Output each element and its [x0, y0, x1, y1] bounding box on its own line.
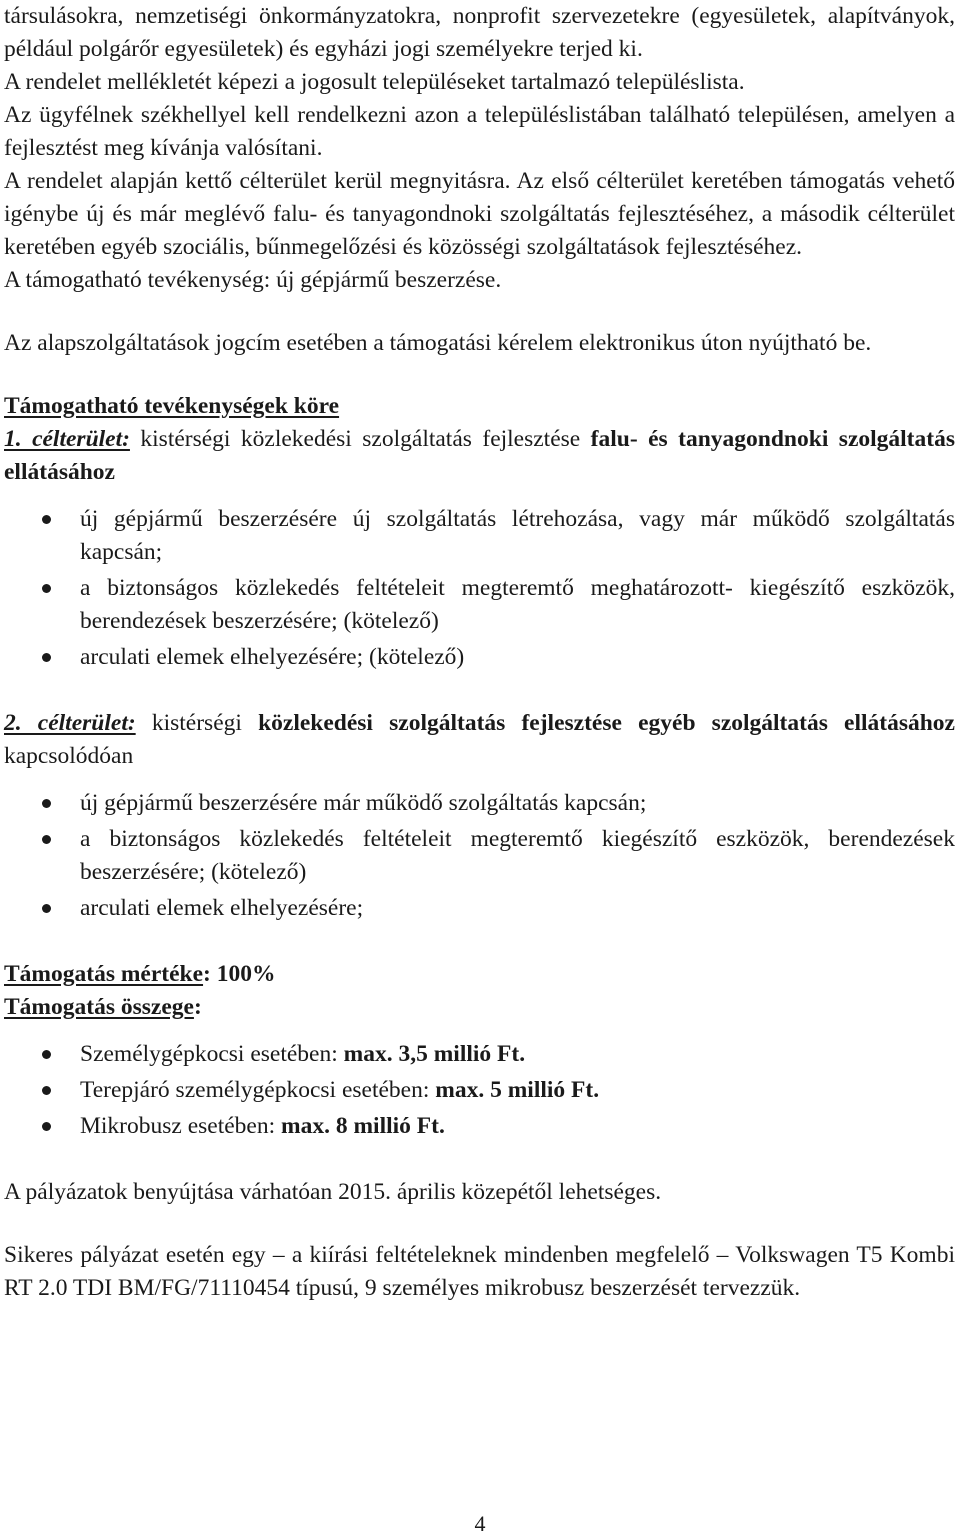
intro-paragraph-2: A rendelet mellékletét képezi a jogosult településeket tartalmazó településlista.: [4, 69, 745, 95]
spacer: [4, 928, 955, 958]
bullet-icon: [42, 1086, 51, 1095]
spacer: [4, 1209, 955, 1239]
spacer: [4, 297, 955, 327]
support-amount-label: Támogatás összege: [4, 994, 194, 1020]
spacer: [4, 1024, 955, 1038]
list-item: arculati elemek elhelyezésére; (kötelező): [4, 641, 955, 674]
document-page: [4, 0, 955, 1305]
intro-paragraph-4: A rendelet alapján kettő célterület kerül megnyitásra. Az első célterület keretében támogatás vehető igénybe új és már meglévő falu- és tanyagondnoki szolgáltatás fejlesztéséhez, a második célterület keretében egyéb szociális, bűnmegelőzési és közösségi szolgáltatások fejlesztéséhez.: [4, 168, 955, 260]
target2-label: 2. célterület:: [4, 710, 136, 736]
list-item: Személygépkocsi esetében: max. 3,5 millió Ft.: [4, 1038, 955, 1071]
target2-list: [4, 787, 955, 925]
list-item: Mikrobusz esetében: max. 8 millió Ft.: [4, 1110, 955, 1143]
spacer: [4, 360, 955, 390]
list-item: új gépjármű beszerzésére új szolgáltatás létrehozása, vagy már működő szolgáltatás kapcsán;: [4, 503, 955, 569]
list-item: új gépjármű beszerzésére már működő szolgáltatás kapcsán;: [4, 787, 955, 820]
support-rate-value: : 100%: [203, 961, 276, 987]
page-number: 4: [474, 1511, 486, 1536]
target1-text: kistérségi közlekedési szolgáltatás fejlesztése: [129, 426, 591, 452]
bullet-icon: [42, 904, 51, 913]
target1-label: 1. célterület:: [4, 426, 130, 452]
intro-paragraph-3: Az ügyfélnek székhellyel kell rendelkezni azon a településlistában található településen, amelyen a fejlesztést meg kívánja valósítani.: [4, 102, 955, 161]
target1-bold-text: falu- és tanyagondnoki szolgáltatás ellátásához: [4, 426, 955, 485]
target2-description: [4, 707, 955, 773]
bullet-icon: [42, 1122, 51, 1131]
spacer: [4, 1146, 955, 1176]
support-rate: [4, 958, 955, 991]
submission-paragraph: A pályázatok benyújtása várhatóan 2015. április közepétől lehetséges.: [4, 1179, 662, 1205]
list-item: a biztonságos közlekedés feltételeit megteremtő meghatározott- kiegészítő eszközök, berendezések beszerzésére; (kötelező): [4, 572, 955, 638]
spacer: [4, 677, 955, 707]
intro-paragraph-5: A támogatható tevékenység: új gépjármű beszerzése.: [4, 267, 502, 293]
electronic-submission-paragraph: Az alapszolgáltatások jogcím esetében a támogatási kérelem elektronikus úton nyújtható be.: [4, 330, 872, 356]
intro-paragraph-1: társulásokra, nemzetiségi önkormányzatokra, nonprofit szervezetekre (egyesületek, alapítványok, például polgárőr egyesületek) és egyházi jogi személyekre terjed ki.: [4, 3, 955, 62]
list-item: arculati elemek elhelyezésére;: [4, 892, 955, 925]
activities-heading: Támogatható tevékenységek köre: [4, 393, 340, 419]
support-rate-label: Támogatás mértéke: [4, 961, 204, 987]
support-amount-heading: Támogatás összege:: [4, 994, 202, 1020]
target2-text: kistérségi: [135, 710, 259, 736]
spacer: [4, 489, 955, 503]
spacer: [4, 773, 955, 787]
list-item: Terepjáró személygépkocsi esetében: max. 5 millió Ft.: [4, 1074, 955, 1107]
bullet-icon: [42, 584, 51, 593]
target2-bold-text: közlekedési szolgáltatás fejlesztése egyéb szolgáltatás ellátásához: [258, 710, 955, 736]
target2-tail-text: kapcsolódóan: [4, 743, 134, 769]
target1-description: [4, 423, 955, 489]
bullet-icon: [42, 835, 51, 844]
bullet-icon: [42, 653, 51, 662]
bullet-icon: [42, 515, 51, 524]
bullet-icon: [42, 799, 51, 808]
bullet-icon: [42, 1050, 51, 1059]
list-item: a biztonságos közlekedés feltételeit megteremtő kiegészítő eszközök, berendezések beszerzésére; (kötelező): [4, 823, 955, 889]
plan-paragraph: Sikeres pályázat esetén egy – a kiírási feltételeknek mindenben megfelelő – Volkswagen T5 Kombi RT 2.0 TDI BM/FG/71110454 típusú, 9 személyes mikrobusz beszerzését tervezzük.: [4, 1242, 955, 1301]
support-amount-list: [4, 1038, 955, 1143]
target1-list: [4, 503, 955, 674]
